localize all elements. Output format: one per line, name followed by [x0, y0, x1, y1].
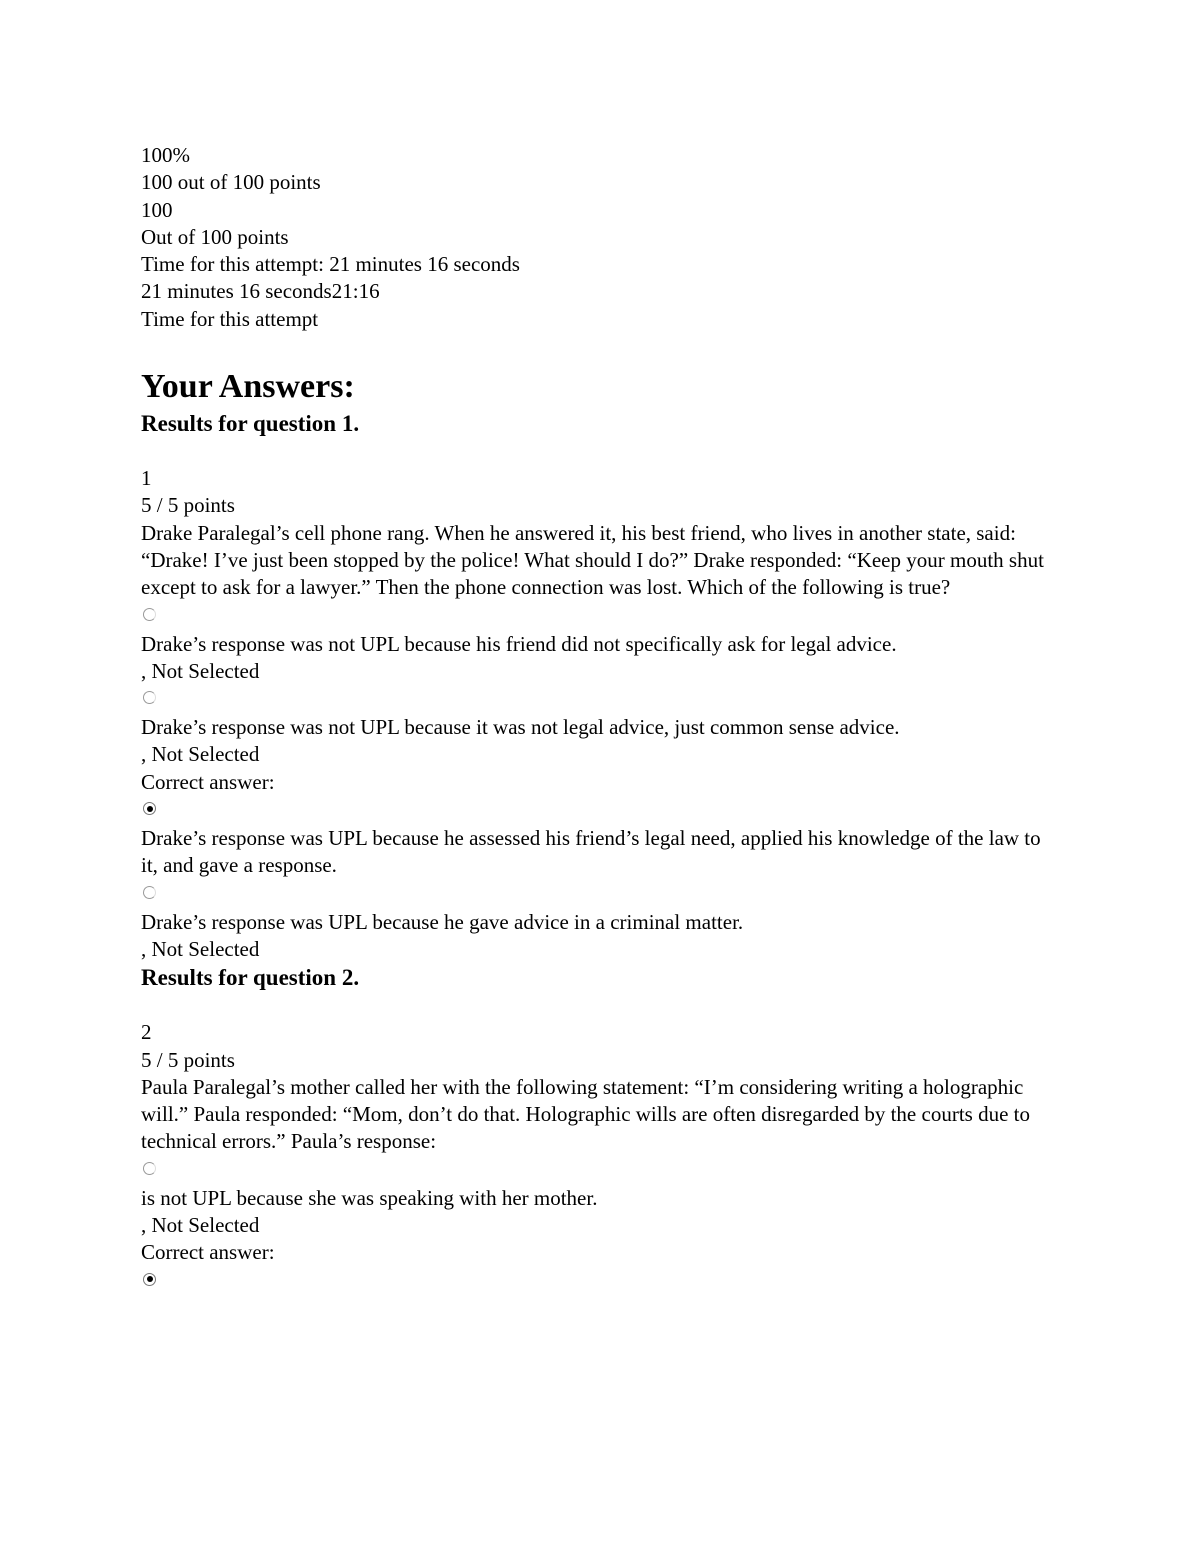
option-radio-selected[interactable] — [143, 802, 156, 815]
score-out-of: Out of 100 points — [141, 224, 289, 249]
question-title: Results for question 2. — [141, 965, 360, 991]
question-prompt: Paula Paralegal’s mother called her with the following statement: “I’m considering writing a holographic will.” Paula responded: “Mom, don’t do that. Holographic wills are often disregarded by the courts due to technical errors.” Paula’s response: — [141, 1074, 1036, 1154]
question-points: 5 / 5 points — [141, 493, 235, 518]
option-radio-selected[interactable] — [143, 1273, 156, 1286]
question-1 — [141, 409, 1061, 963]
time-combined: 21 minutes 16 seconds21:16 — [141, 279, 380, 304]
time-full: Time for this attempt: 21 minutes 16 seconds — [141, 252, 520, 277]
option-status: , Not Selected — [141, 742, 260, 767]
score-value: 100 — [141, 197, 173, 222]
option-radio-unselected[interactable] — [143, 691, 156, 704]
option-text: is not UPL because she was speaking with her mother. — [141, 1185, 598, 1210]
question-title: Results for question 1. — [141, 411, 360, 437]
question-prompt: Drake Paralegal’s cell phone rang. When he answered it, his best friend, who lives in another state, said: “Drake! I’ve just been stopped by the police! What should I do?” Drake responded: “Keep your mouth shut except to ask for a lawyer.” Then the phone connection was lost. Which of the following is true? — [141, 520, 1050, 600]
your-answers-heading: Your Answers: — [141, 368, 355, 406]
option-text: Drake’s response was UPL because he assessed his friend’s legal need, applied his knowledge of the law to it, and gave a response. — [141, 826, 1046, 878]
question-number: 2 — [141, 1020, 152, 1045]
results-page — [141, 142, 1061, 1296]
score-summary — [141, 142, 1061, 333]
score-percent: 100% — [141, 143, 190, 167]
option-radio-unselected[interactable] — [143, 1162, 156, 1175]
option-status: , Not Selected — [141, 658, 260, 683]
option-radio-unselected[interactable] — [143, 608, 156, 621]
time-label: Time for this attempt — [141, 306, 319, 331]
option-status: , Not Selected — [141, 1213, 260, 1238]
correct-answer-label: Correct answer: — [141, 769, 275, 794]
question-2 — [141, 963, 1061, 1285]
correct-answer-label: Correct answer: — [141, 1240, 275, 1265]
score-line: 100 out of 100 points — [141, 170, 321, 195]
question-number: 1 — [141, 466, 152, 491]
option-text: Drake’s response was UPL because he gave advice in a criminal matter. — [141, 909, 744, 934]
option-text: Drake’s response was not UPL because it was not legal advice, just common sense advice. — [141, 715, 900, 740]
option-text: Drake’s response was not UPL because his friend did not specifically ask for legal advice. — [141, 631, 897, 656]
option-status: , Not Selected — [141, 936, 260, 961]
option-radio-unselected[interactable] — [143, 886, 156, 899]
question-points: 5 / 5 points — [141, 1047, 235, 1072]
